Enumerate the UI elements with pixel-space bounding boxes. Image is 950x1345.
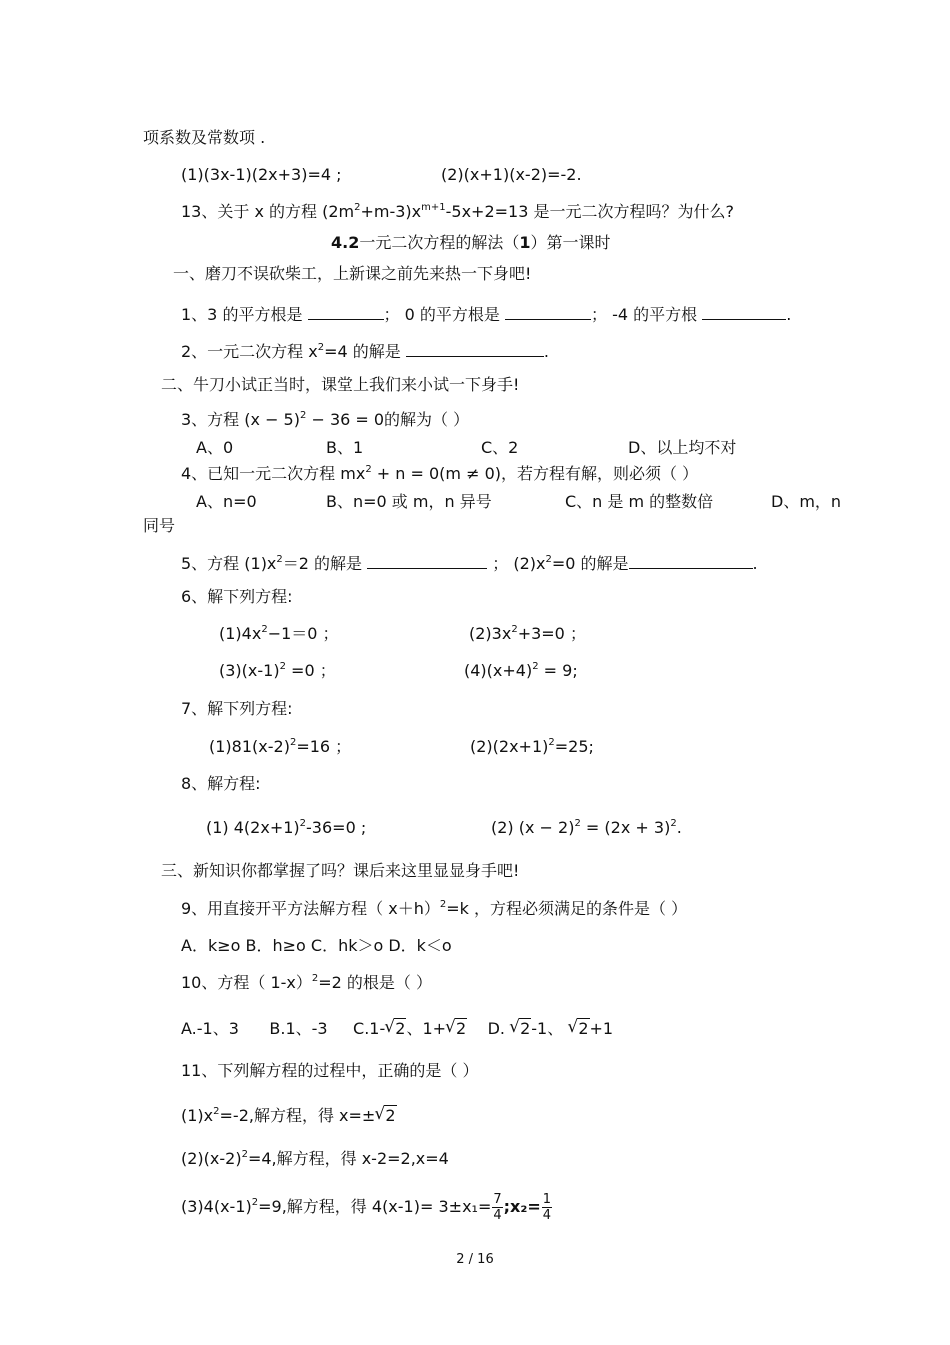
section-heading-2: 二、牛刀小试正当时，课堂上我们来小试一下身手!	[161, 375, 520, 394]
option-a: A、0	[196, 438, 234, 457]
option-11-2: $(2)(x-2)^2=4$,解方程，得 x-2=2,x=4	[181, 1149, 449, 1168]
text-line: 项系数及常数项 .	[143, 128, 266, 147]
option-11-3: $(3)4(x-1)^2=9$,解方程，得 4(x-1)= 3±x₁= $\frac{7}{4}$ ;x₂= $\frac{1}{4}$	[181, 1192, 552, 1223]
equation-6-2: $(2)3x^2+3=0$ ；	[469, 624, 586, 643]
option-c: C、n 是 m 的整数倍	[565, 492, 714, 511]
equation-6-4: $(4)(x+4)^2 = 9$;	[464, 661, 578, 680]
fraction: $\frac{7}{4}$	[493, 1192, 502, 1223]
section-title: 4.2一元二次方程的解法（1）第一课时	[331, 233, 611, 252]
question-4: 4、已知一元二次方程 $mx^2 + n = 0(m \ne 0)$，若方程有解，则必须（ ）	[181, 464, 699, 483]
equation-8-1: (1) $4(2x+1)^2-36=0$ ;	[206, 818, 367, 837]
question-9: 9、用直接开平方法解方程（ x＋h）$^2$=k ，方程必须满足的条件是（ ）	[181, 899, 688, 918]
section-heading-1: 一、磨刀不误砍柴工，上新课之前先来热一下身吧!	[173, 264, 532, 283]
option-d-continued: 同号	[143, 516, 176, 535]
equation-6-1: $(1)4x^2-1=0$ ；	[219, 624, 339, 643]
question-13: 13、关于 x 的方程 $(2m^2+m-3)x^{m+1}-5x+2=13$ 是一元二次方程吗？为什么?	[181, 202, 734, 221]
equation-7-2: $(2)(2x+1)^2=25$;	[470, 737, 594, 756]
equation-7-1: $(1)81(x-2)^2=16$ ；	[209, 737, 352, 756]
option-d: D、以上均不对	[628, 438, 737, 457]
option-d: D、m，n	[771, 492, 842, 511]
equation-6-3: $(3)(x-1)^2 =0$ ；	[219, 661, 336, 680]
question-3: 3、方程 $(x - 5)^2 - 36 = 0$的解为（ ）	[181, 410, 470, 429]
question-7: 7、解下列方程:	[181, 699, 293, 718]
option-c: C、2	[481, 438, 519, 457]
question-1: 1、3 的平方根是 ； 0 的平方根是 ； -4 的平方根 .	[181, 305, 792, 324]
equation-1: (1)(3x-1)(2x+3)=4 ;	[181, 165, 342, 184]
question-2: 2、一元二次方程 $x^2=4$ 的解是 .	[181, 342, 549, 361]
question-11: 11、下列解方程的过程中，正确的是（ ）	[181, 1061, 479, 1080]
equation-8-2: (2) $(x - 2)^2 = (2x + 3)^2$.	[491, 818, 682, 837]
question-10-options: A.-1、3 B.1、-3 C.1-√ 2、1+√ 2 D. √ 2-1、 √ 2+1	[181, 1019, 613, 1039]
option-a: A、n=0	[196, 492, 257, 511]
page-number: 2 / 16	[456, 1252, 494, 1267]
section-heading-3: 三、新知识你都掌握了吗？课后来这里显显身手吧!	[161, 861, 520, 880]
option-11-1: $(1)x^2=-2$,解方程，得 x=±√ 2	[181, 1106, 397, 1126]
option-b: B、n=0 或 m，n 异号	[326, 492, 492, 511]
question-10: 10、方程（ 1-x）$^2$=2 的根是（ ）	[181, 973, 433, 992]
question-8: 8、解方程:	[181, 774, 261, 793]
equation-2: (2)(x+1)(x-2)=-2.	[441, 165, 582, 184]
question-6: 6、解下列方程:	[181, 587, 293, 606]
question-9-options: A．k≥o B．h≥o C．hk＞o D．k＜o	[181, 936, 452, 955]
fraction: $\frac{1}{4}$	[542, 1192, 552, 1223]
question-5: 5、方程 $(1)x^2=2$ 的解是 ； $(2)x^2=0$ 的解是 .	[181, 554, 758, 573]
option-b: B、1	[326, 438, 364, 457]
